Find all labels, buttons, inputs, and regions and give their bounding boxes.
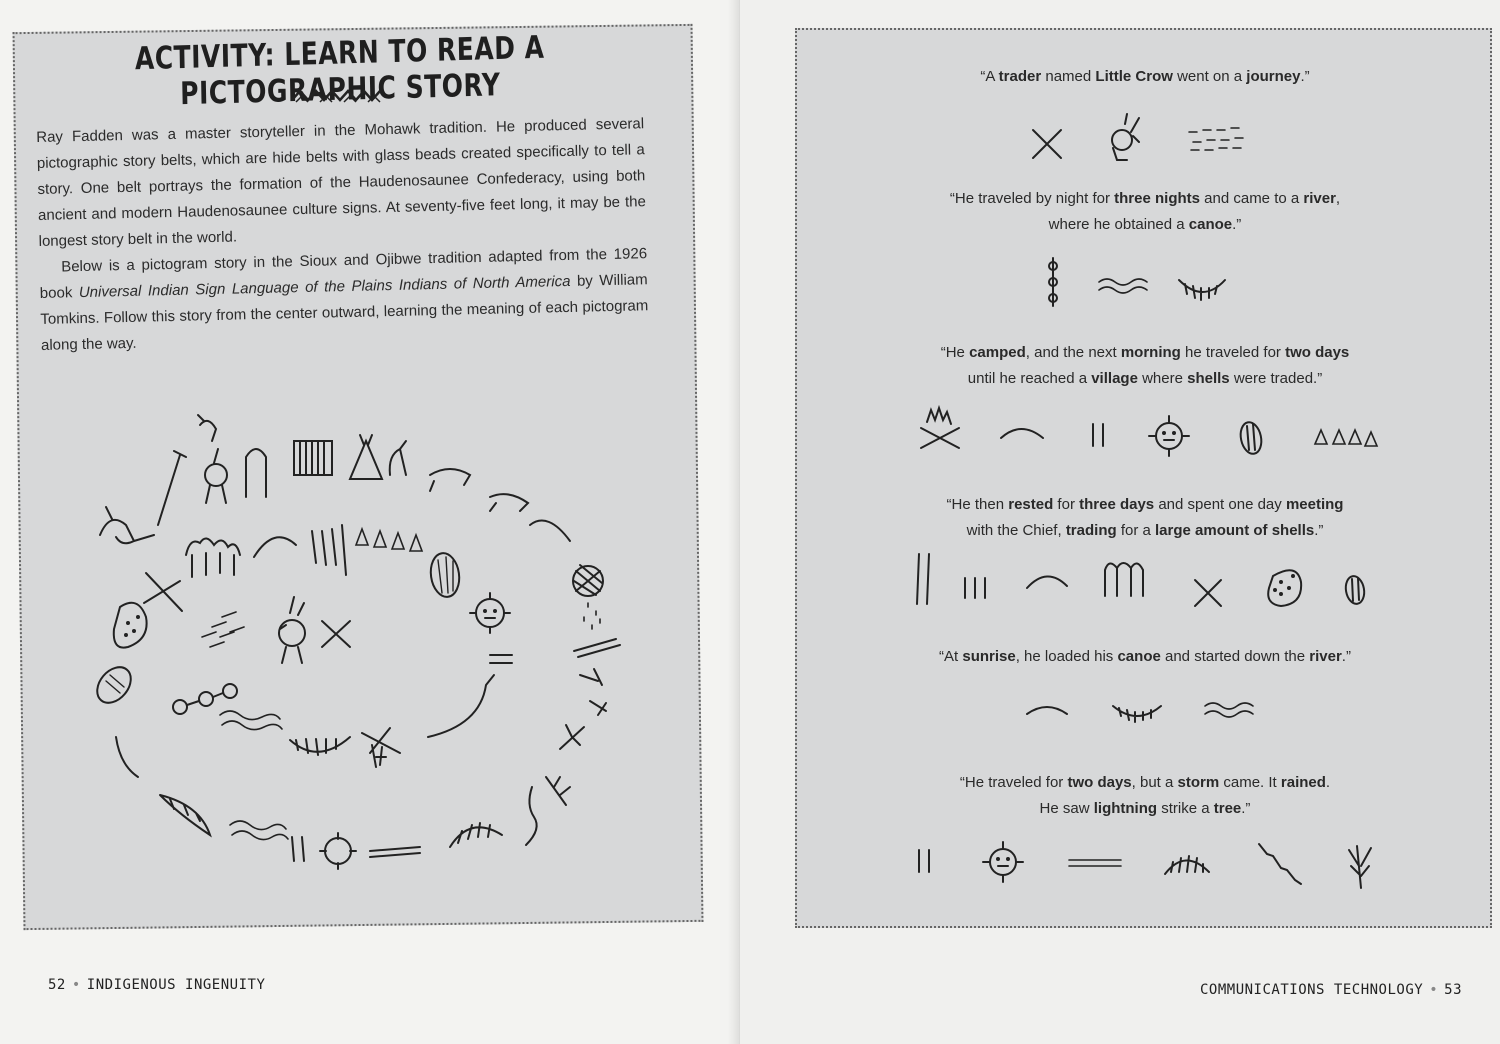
page-number: 53: [1444, 982, 1462, 998]
quote-keyword: Little Crow: [1095, 68, 1173, 85]
sunrise-icon: [1027, 707, 1067, 714]
story-quote: [835, 186, 1455, 238]
quote-keyword: canoe: [1188, 216, 1233, 233]
quote-text: he traveled for: [1180, 344, 1286, 361]
quote-text: “He then: [946, 496, 1009, 513]
quote-keyword: sunrise: [962, 648, 1016, 665]
glyph-row-3: [797, 402, 1494, 466]
story-quote: [835, 64, 1455, 90]
quote-text: .”: [1232, 216, 1242, 233]
three-days-icon: [312, 525, 346, 575]
glyph-row-5: [797, 690, 1494, 730]
river-icon: [220, 711, 282, 730]
rain-icon: [584, 603, 600, 629]
quote-text: .”: [1341, 648, 1351, 665]
quote-keyword: shells: [1187, 370, 1230, 387]
canoe-2-icon: [160, 795, 210, 835]
beads-icon: [173, 684, 237, 714]
large-shells-icon: [1268, 570, 1301, 606]
arc-2-icon: [116, 737, 138, 777]
quote-text: “He: [940, 344, 970, 361]
quote-text: and started down the: [1160, 648, 1310, 665]
rested-icon: [917, 554, 929, 604]
quote-keyword: canoe: [1117, 648, 1161, 665]
plants-icon: [580, 669, 606, 715]
sun-icon: [1149, 416, 1189, 456]
shell-icon: [428, 551, 462, 598]
squiggle-icon: [526, 787, 537, 845]
quote-text: , but a: [1131, 774, 1178, 791]
quote-keyword: meeting: [1285, 496, 1344, 513]
chiefs-icon: [186, 538, 240, 577]
canoe-icon: [1113, 706, 1161, 722]
right-page: [740, 0, 1500, 1044]
right-footer: [1200, 982, 1462, 998]
journey-icon: [1189, 128, 1243, 150]
story-quote: [835, 492, 1455, 544]
quote-text: named: [1041, 68, 1096, 85]
left-footer: [48, 977, 265, 993]
lightning-icon: [1259, 844, 1301, 884]
quote-keyword: three days: [1079, 496, 1155, 513]
quote-keyword: storm: [1177, 774, 1220, 791]
story-quote: [835, 340, 1455, 392]
pictogram-spiral-story: [50, 385, 650, 885]
story-quote: [835, 644, 1455, 670]
meeting-arc-icon: [1027, 576, 1067, 588]
quote-keyword: two days: [1285, 344, 1350, 361]
trader-icon: [1033, 130, 1061, 158]
quote-text: and came to a: [1199, 190, 1304, 207]
intro-paragraph: Ray Fadden was a master storyteller in the Mohawk tradition. He produced several pictographic story belts, which are hide belts with glass beads created specifically to tell a story. One belt portrays the formation of the Haudenosaunee Confederacy, using both ancient and modern Haudenosaunee culture signs. At seventy-five feet long, it may be the longest story belt in the world.: [36, 115, 647, 250]
arc-icon: [254, 537, 296, 557]
sun-icon: [470, 593, 510, 633]
quote-text: ,: [1335, 190, 1341, 207]
quote-text: .”: [1241, 800, 1251, 817]
glyph-row-4: [797, 546, 1494, 612]
quote-keyword: rested: [1008, 496, 1054, 513]
glyph-row-2: [797, 252, 1494, 312]
branch-icon: [546, 777, 570, 805]
shell-2-icon: [90, 661, 137, 710]
quote-keyword: river: [1309, 648, 1342, 665]
three-nights-icon: [1049, 258, 1057, 306]
arc-sun-icon: [428, 675, 494, 737]
cross-icon: [322, 621, 350, 647]
two-days-2-icon: [292, 837, 304, 861]
quote-text: , and the next: [1025, 344, 1121, 361]
glyph-row-6: [797, 836, 1494, 896]
separator-dot-icon: •: [71, 977, 81, 993]
quote-text: for: [1053, 496, 1080, 513]
story-quote: [835, 770, 1455, 822]
quote-keyword: three nights: [1114, 190, 1200, 207]
quote-text: and spent one day: [1154, 496, 1286, 513]
intro-paragraph-2: Below is a pictogram story in the Sioux and Ojibwe tradition adapted from the 1926 book Universal Indian Sign Language of the Plains Indians of North America by William Tomkins. Follow this story from the center outward, learning the meaning of each pictogram along the way.: [39, 245, 649, 354]
quote-keyword: morning: [1120, 344, 1181, 361]
quote-text: “A: [980, 68, 999, 85]
quote-text: where: [1137, 370, 1188, 387]
quote-keyword: river: [1303, 190, 1336, 207]
wolf-icon: [430, 469, 470, 491]
river-2-icon: [230, 821, 288, 840]
man-icon: [205, 449, 227, 503]
village-icon: [356, 529, 422, 551]
lightning-tree-icon: [362, 728, 400, 767]
river-icon: [1099, 279, 1147, 293]
fence-icon: [294, 441, 332, 475]
three-days-icon: [965, 578, 985, 598]
quote-text: where he obtained a: [1048, 216, 1189, 233]
sun-icon: [983, 842, 1023, 882]
quote-text: with the Chief,: [966, 522, 1066, 539]
book-title: Universal Indian Sign Language of the Plains Indians of North America: [78, 272, 571, 302]
quote-text: until he reached a: [967, 370, 1092, 387]
river-icon: [1205, 703, 1253, 717]
canoe-icon: [290, 737, 350, 755]
morning-icon: [1001, 429, 1043, 438]
journey-icon: [202, 612, 244, 647]
quote-keyword: two days: [1067, 774, 1132, 791]
quote-text: He saw: [1039, 800, 1094, 817]
quote-text: .: [1325, 774, 1331, 791]
zigzag-ornament-icon: [290, 86, 382, 104]
trading-icon: [1195, 580, 1221, 606]
quote-keyword: journey: [1246, 68, 1301, 85]
glyph-row-1: [797, 112, 1494, 182]
two-days-icon: [1093, 424, 1103, 446]
water-line-icon: [370, 847, 420, 857]
quote-text: went on a: [1172, 68, 1247, 85]
tree-icon: [1349, 846, 1371, 888]
quote-text: “He traveled by night for: [949, 190, 1115, 207]
quote-text: for a: [1116, 522, 1156, 539]
figure-icon: [390, 441, 406, 475]
two-days-icon: [919, 850, 929, 872]
line-icon: [574, 639, 620, 657]
shell-icon: [1238, 420, 1264, 455]
dog-icon: [490, 494, 528, 511]
running-head: COMMUNICATIONS TECHNOLOGY: [1199, 982, 1424, 998]
tree-icon: [560, 725, 584, 749]
quote-text: .”: [1300, 68, 1310, 85]
quote-text: “He traveled for: [959, 774, 1068, 791]
net-ball-icon: [573, 565, 603, 596]
dome-icon: [450, 823, 502, 847]
cross-2-icon: [144, 573, 182, 611]
two-days-icon: [490, 655, 512, 663]
storm-icon: [1069, 860, 1121, 866]
chief-icon: [1105, 563, 1143, 596]
sun-2-icon: [320, 833, 356, 869]
shell-icon: [1344, 575, 1367, 606]
ghost-icon: [246, 449, 266, 497]
mountain-icon: [530, 521, 570, 541]
tipi-icon: [350, 435, 382, 479]
trader-icon: [279, 597, 305, 663]
quote-text: , he loaded his: [1015, 648, 1118, 665]
quote-text: came. It: [1219, 774, 1281, 791]
quote-keyword: rained: [1280, 774, 1326, 791]
quote-text: strike a: [1157, 800, 1214, 817]
intro-text: [36, 111, 649, 359]
camp-icon: [921, 408, 959, 448]
page-number: 52: [48, 977, 66, 993]
quote-keyword: trading: [1065, 522, 1117, 539]
page-title: ACTIVITY: LEARN TO READ A PICTOGRAPHIC STORY: [134, 28, 545, 112]
quote-keyword: village: [1091, 370, 1138, 387]
quote-keyword: trader: [998, 68, 1042, 85]
left-page: [0, 0, 740, 1044]
running-head: INDIGENOUS INGENUITY: [86, 977, 266, 993]
staff-icon: [158, 451, 186, 525]
quote-text: were traded.”: [1229, 370, 1323, 387]
woman-icon: [100, 507, 154, 543]
quote-keyword: large amount of shells: [1155, 522, 1315, 539]
quote-keyword: camped: [969, 344, 1026, 361]
quote-keyword: lightning: [1093, 800, 1158, 817]
bird-icon: [198, 415, 216, 441]
canoe-icon: [1179, 280, 1225, 300]
quote-text: “At: [939, 648, 963, 665]
rain-icon: [1165, 856, 1209, 874]
little-crow-icon: [1112, 114, 1139, 160]
rock-icon: [114, 603, 147, 648]
story-panel: [795, 28, 1492, 928]
village-icon: [1315, 430, 1377, 446]
separator-dot-icon: •: [1429, 982, 1439, 998]
quote-keyword: tree: [1213, 800, 1242, 817]
quote-text: .”: [1314, 522, 1324, 539]
